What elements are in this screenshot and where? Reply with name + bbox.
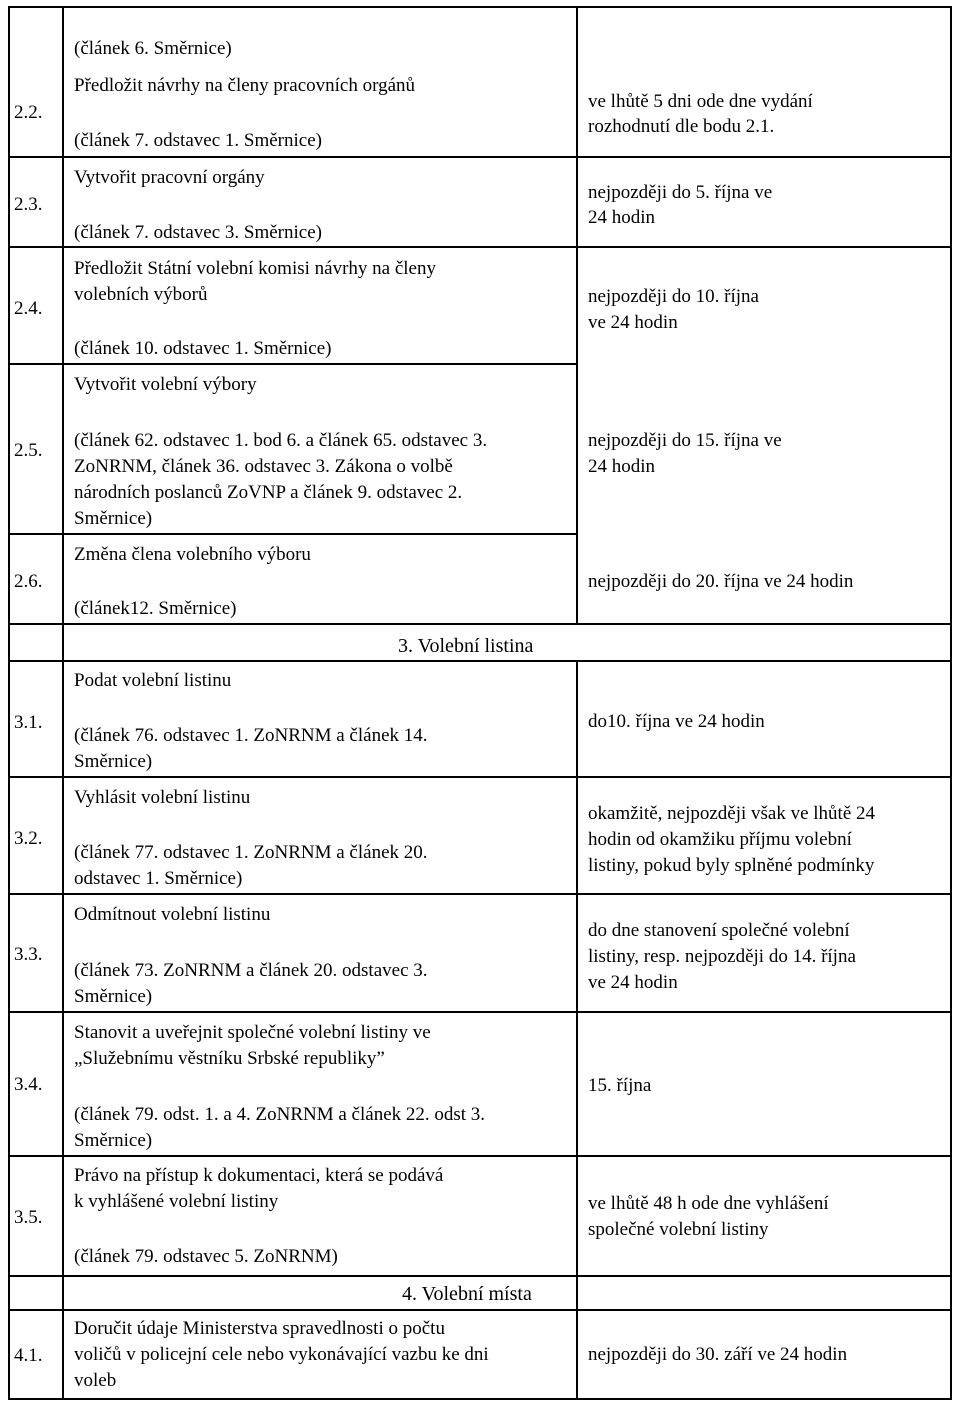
row-description-line: „Služebnímu věstníku Srbské republiky” <box>74 1048 385 1069</box>
row-description-line: Změna člena volebního výboru <box>74 544 311 565</box>
col-divider-deadline-c <box>576 1309 578 1400</box>
row-description-line: Vytvořit pracovní orgány <box>74 167 265 188</box>
row-number: 2.5. <box>14 440 43 461</box>
col-divider-number <box>62 6 64 1400</box>
row-deadline-line: do dne stanovení společné volební <box>588 920 850 941</box>
rule-3-5-bottom <box>8 1275 952 1277</box>
row-deadline-line: nejpozději do 20. října ve 24 hodin <box>588 571 854 592</box>
row-description-line: Vytvořit volební výbory <box>74 374 257 395</box>
rule-2-4-bottom <box>8 363 576 365</box>
row-number: 3.2. <box>14 828 43 849</box>
row-description-line: (článek 79. odstavec 5. ZoNRNM) <box>74 1246 338 1267</box>
row-description-line: národních poslanců ZoVNP a článek 9. odstavec 2. <box>74 482 463 503</box>
row-number: 2.4. <box>14 298 43 319</box>
rule-2-6-bottom <box>8 623 952 625</box>
row-description-line: voličů v policejní cele nebo vykonávající vazbu ke dni <box>74 1344 489 1365</box>
row-number: 3.5. <box>14 1207 43 1228</box>
row-deadline-line: hodin od okamžiku příjmu volební <box>588 829 852 850</box>
border-left <box>8 6 10 1400</box>
section-heading: 3. Volební listina <box>398 635 534 657</box>
rule-section-4 <box>8 1309 952 1311</box>
row-description-line: Právo na přístup k dokumentaci, která se podává <box>74 1165 444 1186</box>
rule-2-5-bottom <box>8 533 576 535</box>
row-deadline-line: ve 24 hodin <box>588 312 678 333</box>
row-deadline-line: nejpozději do 5. října ve <box>588 182 773 203</box>
row-description-line: Stanovit a uveřejnit společné volební listiny ve <box>74 1022 431 1043</box>
row-deadline-line: ve lhůtě 48 h ode dne vyhlášení <box>588 1193 829 1214</box>
row-deadline-line: ve lhůtě 5 dni ode dne vydání <box>588 91 813 112</box>
row-deadline-line: nejpozději do 15. října ve <box>588 430 782 451</box>
row-description-line: (článek 62. odstavec 1. bod 6. a článek 65. odstavec 3. <box>74 430 488 451</box>
row-description-line: ZoNRNM, článek 36. odstavec 3. Zákona o volbě <box>74 456 453 477</box>
rule-3-3-bottom <box>8 1011 952 1013</box>
row-deadline-line: do10. října ve 24 hodin <box>588 711 765 732</box>
row-description-line: k vyhlášené volební listiny <box>74 1191 279 1212</box>
row-description-line: voleb <box>74 1370 117 1391</box>
row-deadline-line: 24 hodin <box>588 456 656 477</box>
row-description-line: (článek12. Směrnice) <box>74 598 237 619</box>
row-deadline-line: nejpozději do 10. října <box>588 286 759 307</box>
row-number: 2.3. <box>14 194 43 215</box>
row-number: 3.3. <box>14 944 43 965</box>
row-description-line: Vyhlásit volební listinu <box>74 787 251 808</box>
row-deadline-line: společné volební listiny <box>588 1219 769 1240</box>
row-deadline-line: okamžitě, nejpozději však ve lhůtě 24 <box>588 803 876 824</box>
row-deadline-line: listiny, resp. nejpozději do 14. října <box>588 946 856 967</box>
row-description-line: Podat volební listinu <box>74 670 232 691</box>
rule-section-3 <box>8 660 952 662</box>
row-deadline-line: 24 hodin <box>588 207 656 228</box>
row-description-line: odstavec 1. Směrnice) <box>74 868 243 889</box>
row-description-line: Doručit údaje Ministerstva spravedlnosti o počtu <box>74 1318 445 1339</box>
row-description-line: (článek 7. odstavec 3. Směrnice) <box>74 222 322 243</box>
rule-2-2-bottom <box>8 156 952 158</box>
row-description-line: (článek 73. ZoNRNM a článek 20. odstavec 3. <box>74 960 428 981</box>
rule-top <box>8 6 952 8</box>
row-number: 4.1. <box>14 1345 43 1366</box>
row-number: 2.6. <box>14 571 43 592</box>
row-description-line: Odmítnout volební listinu <box>74 904 271 925</box>
row-description-line: Předložit Státní volební komisi návrhy na členy <box>74 258 436 279</box>
row-number: 3.1. <box>14 712 43 733</box>
rule-3-1-bottom <box>8 776 952 778</box>
col-divider-deadline-b <box>576 660 578 1309</box>
row-deadline-line: ve 24 hodin <box>588 972 678 993</box>
row-description-line: (článek 6. Směrnice) <box>74 38 232 59</box>
rule-3-2-bottom <box>8 893 952 895</box>
section-heading: 4. Volební místa <box>402 1283 532 1305</box>
row-description-line: volebních výborů <box>74 284 208 305</box>
border-right <box>950 6 952 1400</box>
row-deadline-line: 15. října <box>588 1075 652 1096</box>
row-description-line: (článek 10. odstavec 1. Směrnice) <box>74 338 332 359</box>
row-description-line: (článek 7. odstavec 1. Směrnice) <box>74 130 322 151</box>
row-description-line: Směrnice) <box>74 508 153 529</box>
row-deadline-line: rozhodnutí dle bodu 2.1. <box>588 116 775 137</box>
row-description-line: Směrnice) <box>74 986 153 1007</box>
row-description-line: Směrnice) <box>74 1130 153 1151</box>
rule-2-3-bottom <box>8 246 952 248</box>
row-description-line: Směrnice) <box>74 751 153 772</box>
rule-bottom <box>8 1398 952 1400</box>
rule-3-4-bottom <box>8 1155 952 1157</box>
row-description-line: (článek 79. odst. 1. a 4. ZoNRNM a článek 22. odst 3. <box>74 1104 486 1125</box>
row-description-line: (článek 76. odstavec 1. ZoNRNM a článek 14. <box>74 725 428 746</box>
row-deadline-line: listiny, pokud byly splněné podmínky <box>588 855 875 876</box>
row-deadline-line: nejpozději do 30. září ve 24 hodin <box>588 1344 848 1365</box>
col-divider-deadline-a <box>576 6 578 623</box>
row-number: 2.2. <box>14 102 43 123</box>
row-description-line: (článek 77. odstavec 1. ZoNRNM a článek 20. <box>74 842 428 863</box>
row-description-line: Předložit návrhy na členy pracovních orgánů <box>74 75 416 96</box>
row-number: 3.4. <box>14 1074 43 1095</box>
